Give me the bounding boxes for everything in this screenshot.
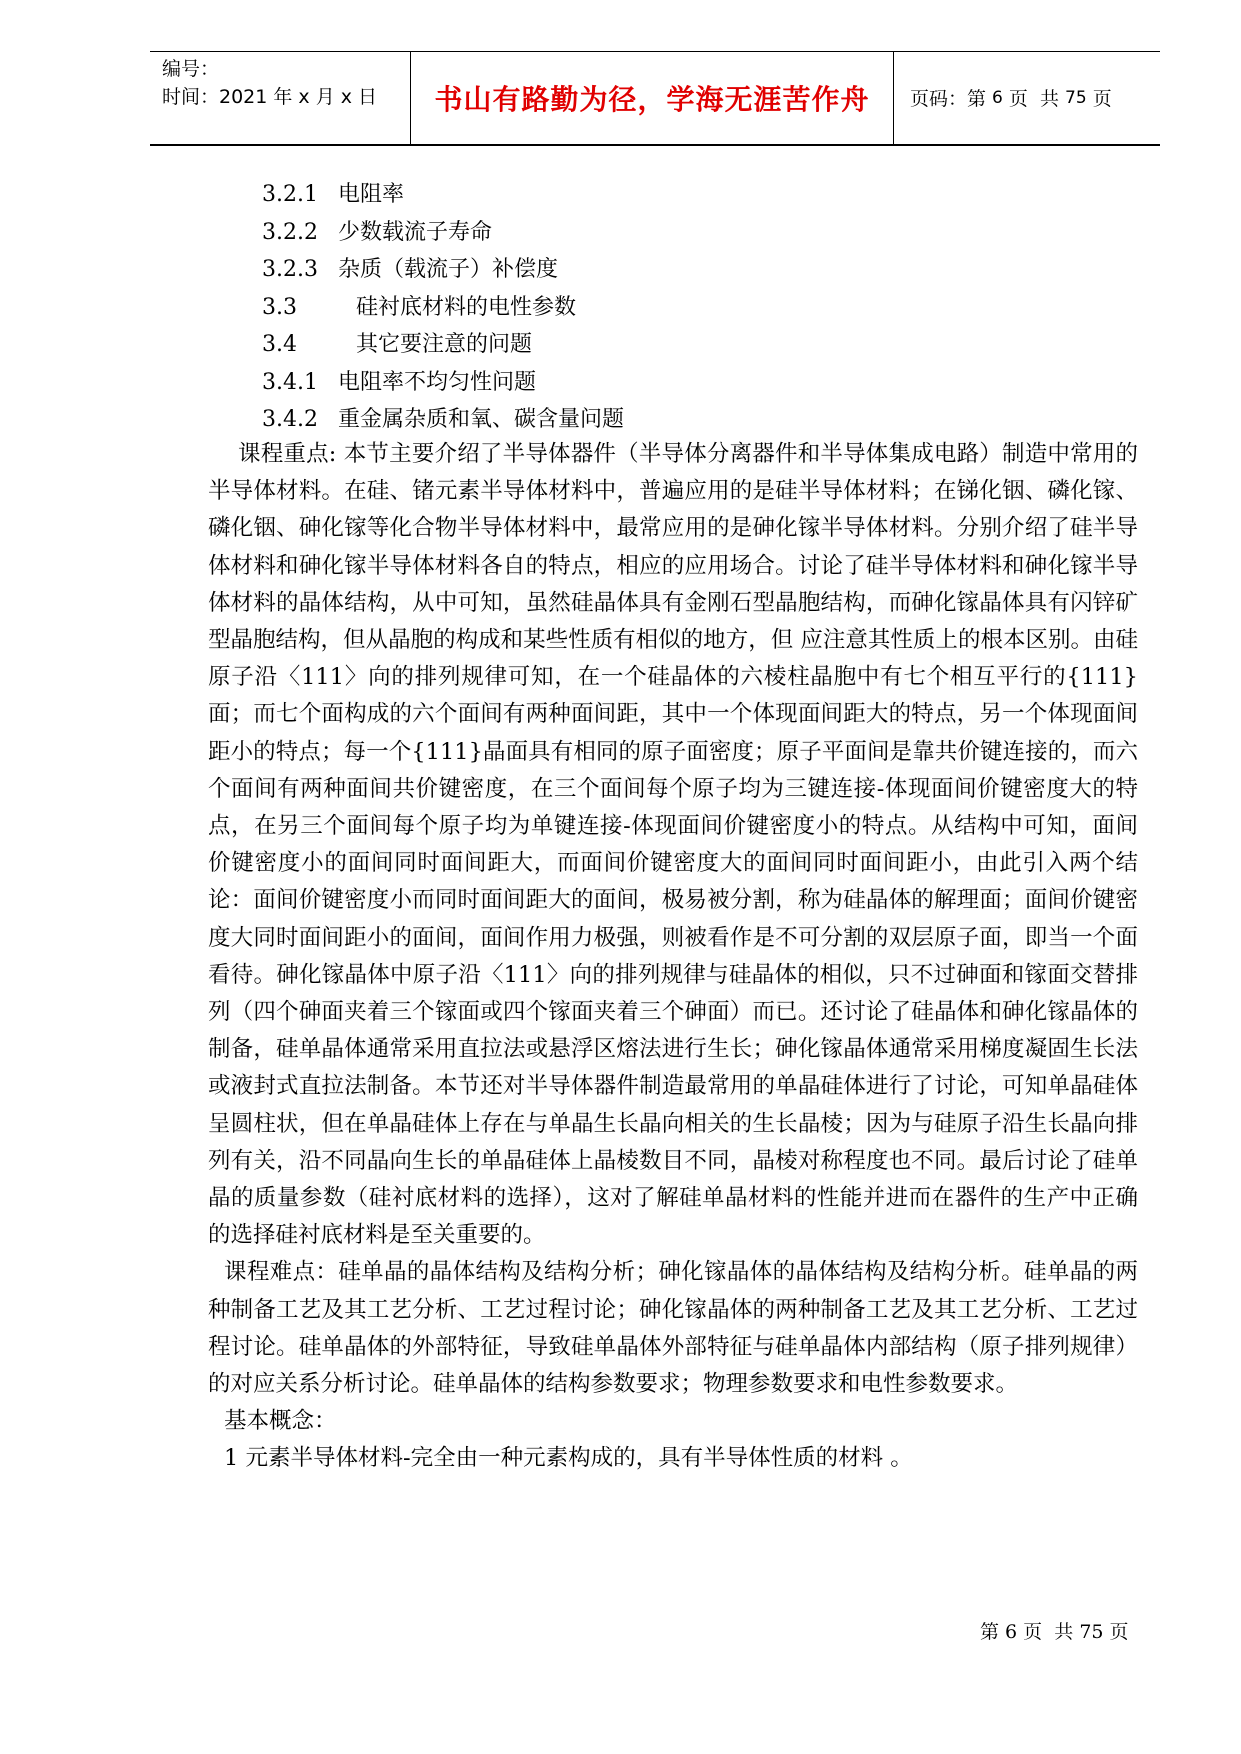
toc-item-title: 其它要注意的问题 (356, 332, 533, 357)
toc-item-title: 重金属杂质和氧、碳含量问题 (338, 407, 625, 432)
toc-item-number: 3.4 (262, 332, 297, 357)
page-footer (980, 1617, 1129, 1644)
toc-item-number: 3.3 (262, 294, 297, 320)
toc-item-title: 电阻率 (338, 182, 405, 207)
toc-list (262, 176, 1062, 439)
page-counter-prefix: 页码：第 (910, 88, 993, 110)
header-page-counter (910, 51, 1112, 144)
toc-item (262, 401, 1062, 439)
toc-item-number: 3.4.1 (262, 369, 318, 395)
page-counter-mid: 页 共 (1002, 88, 1066, 110)
page-header (150, 51, 1160, 144)
toc-item (262, 326, 1062, 364)
toc-item (262, 214, 1062, 252)
toc-item-number: 3.4.2 (262, 407, 318, 432)
toc-item (262, 289, 1062, 327)
footer-page-total: 75 (1079, 1621, 1104, 1643)
concepts-heading: 基本概念： (224, 1408, 337, 1435)
footer-mid: 页 共 (1017, 1621, 1080, 1643)
document-number-label: 编号： (162, 58, 220, 80)
header-bottom-rule (150, 144, 1160, 146)
page-counter-total: 75 (1065, 87, 1087, 108)
header-motto: 书山有路勤为径，学海无涯苦作舟 (434, 82, 870, 116)
page-counter-suffix: 页 (1086, 88, 1112, 110)
toc-item-title: 杂质（载流子）补偿度 (338, 257, 559, 282)
difficulties-paragraph: 课程难点：硅单晶的晶体结构及结构分析；砷化镓晶体的晶体结构及结构分析。硅单晶的两种制备工艺及其工艺分析、工艺过程讨论；砷化镓晶体的两种制备工艺及其工艺分析、工艺过程讨论。硅单晶体的外部特征，导致硅单晶体外部特征与硅单晶体内部结构（原子排列规律）的对应关系分析讨论。硅单晶体的结构参数要求；物理参数要求和电性参数要求。 (208, 1259, 1138, 1398)
toc-item (262, 251, 1062, 289)
page-counter-current: 6 (992, 87, 1003, 108)
header-divider-right (893, 51, 894, 145)
toc-item-title: 硅衬底材料的电性参数 (356, 294, 577, 320)
footer-page-current: 6 (1005, 1621, 1018, 1643)
toc-item (262, 176, 1062, 214)
toc-item (262, 364, 1062, 402)
toc-item-title: 电阻率不均匀性问题 (338, 369, 537, 395)
toc-item-number: 3.2.1 (262, 182, 318, 207)
concept-item: 1 元素半导体材料-完全由一种元素构成的，具有半导体性质的材料 。 (224, 1445, 913, 1472)
toc-item-title: 少数载流子寿命 (338, 219, 493, 245)
footer-prefix: 第 (980, 1621, 1006, 1643)
header-meta (162, 55, 402, 111)
body-text (208, 436, 1138, 1478)
document-date: 时间：2021 年 x 月 x 日 (162, 86, 378, 108)
footer-suffix: 页 (1103, 1621, 1129, 1643)
key-points-paragraph: 课程重点: 本节主要介绍了半导体器件（半导体分离器件和半导体集成电路）制造中常用的半导体材料。在硅、锗元素半导体材料中，普遍应用的是硅半导体材料；在锑化铟、磷化镓、磷化铟、砷化镓等化合物半导体材料中，最常应用的是砷化镓半导体材料。分别介绍了硅半导体材料和砷化镓半导体材料各自的特点，相应的应用场合。讨论了硅半导体材料和砷化镓半导体材料的晶体结构，从中可知，虽然硅晶体具有金刚石型晶胞结构，而砷化镓晶体具有闪锌矿型晶胞结构，但从晶胞的构成和某些性质有相似的地方，但 应注意其性质上的根本区别。由硅原子沿〈111〉向的排列规律可知，在一个硅晶体的六棱柱晶胞中有七个相互平行的{111}面；而七个面构成的六个面间有两种面间距，其中一个体现面间距大的特点，另一个体现面间距小的特点；每一个{111}晶面具有相同的原子面密度；原子平面间是靠共价键连接的，而六个面间有两种面间共价键密度，在三个面间每个原子均为三键连接-体现面间价键密度大的特点，在另三个面间每个原子均为单键连接-体现面间价键密度小的特点。从结构中可知，面间价键密度小的面间同时面间距大，而面间价键密度大的面间同时面间距小，由此引入两个结论：面间价键密度小而同时面间距大的面间，极易被分割，称为硅晶体的解理面；面间价键密度大同时面间距小的面间，面间作用力极强，则被看作是不可分割的双层原子面，即当一个面看待。砷化镓晶体中原子沿〈111〉向的排列规律与硅晶体的相似，只不过砷面和镓面交替排列（四个砷面夹着三个镓面或四个镓面夹着三个砷面）而已。还讨论了硅晶体和砷化镓晶体的制备，硅单晶体通常采用直拉法或悬浮区熔法进行生长；砷化镓晶体通常采用梯度凝固生长法或液封式直拉法制备。本节还对半导体器件制造最常用的单晶硅体进行了讨论，可知单晶硅体呈圆柱状，但在单晶硅体上存在与单晶生长晶向相关的生长晶棱；因为与硅原子沿生长晶向排列有关，沿不同晶向生长的单晶硅体上晶棱数目不同，晶棱对称程度也不同。最后讨论了硅单晶的质量参数（硅衬底材料的选择），这对了解硅单晶材料的性能并进而在器件的生产中正确的选择硅衬底材料是至关重要的。 (208, 441, 1138, 1249)
toc-item-number: 3.2.2 (262, 219, 318, 245)
toc-item-number: 3.2.3 (262, 257, 318, 282)
